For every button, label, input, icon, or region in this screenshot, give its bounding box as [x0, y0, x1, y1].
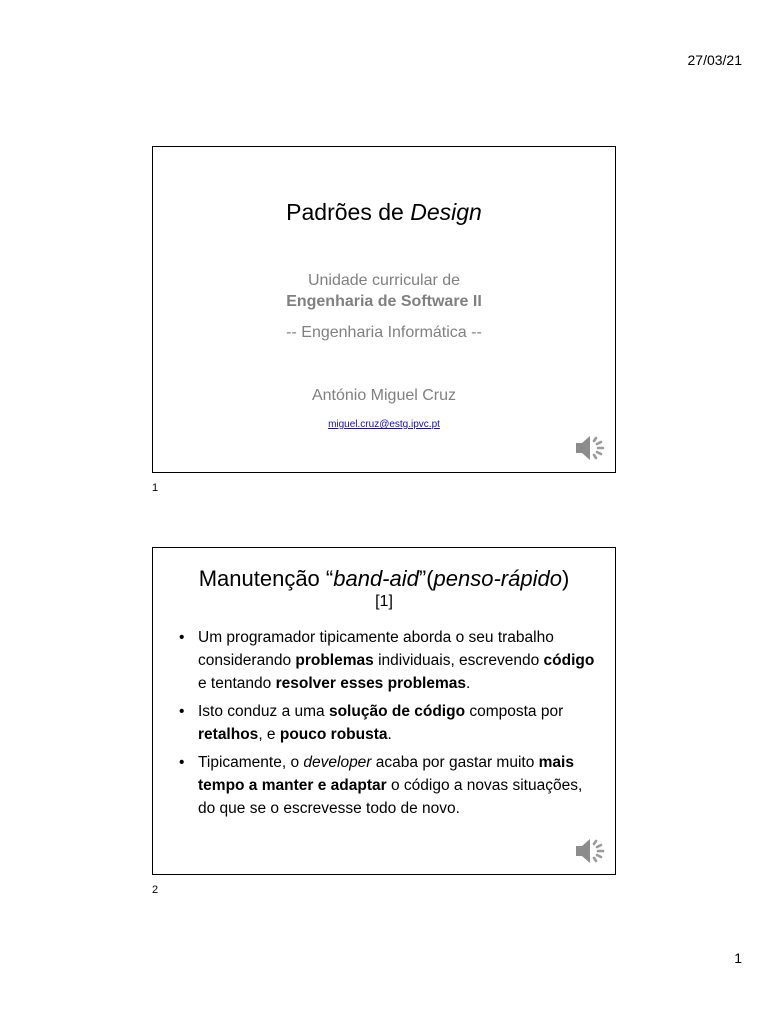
title-italic-part: penso-rápido — [433, 566, 562, 591]
slide-2 — [152, 547, 616, 875]
speaker-icon[interactable] — [573, 834, 607, 868]
page-number: 1 — [734, 950, 742, 966]
title-part: Manutenção “ — [198, 566, 334, 591]
slide-1-title — [153, 199, 615, 226]
speaker-icon[interactable] — [573, 431, 607, 465]
bullet-item-1: • Um programador tipicamente aborda o seu trabalho considerando problemas individuais, escrevendo código e tentando resolver esses problemas. — [177, 626, 597, 695]
title-part: ”( — [418, 566, 434, 591]
slide-1-subtitle — [153, 270, 615, 312]
department: -- Engenharia Informática -- — [286, 324, 482, 341]
author-email-link[interactable]: miguel.cruz@estg.ipvc.pt — [328, 419, 440, 430]
slide-1 — [152, 146, 616, 473]
slide-2-number: 2 — [152, 884, 159, 896]
subtitle-line-2: Engenharia de Software II — [286, 293, 482, 310]
slide-1-number: 1 — [152, 482, 159, 494]
title-reference: [1] — [375, 593, 393, 610]
bullet-item-2: • Isto conduz a uma solução de código composta por retalhos, e pouco robusta. — [177, 700, 597, 746]
bullet-list — [177, 626, 597, 825]
title-italic-part: band-aid — [333, 566, 419, 591]
slide-2-title — [153, 565, 615, 612]
title-part: ) — [561, 566, 570, 591]
document-date: 27/03/21 — [687, 52, 742, 68]
title-text: Padrões de — [286, 199, 411, 225]
subtitle-line-1: Unidade curricular de — [307, 272, 461, 289]
bullet-item-3: • Tipicamente, o developer acaba por gastar muito mais tempo a manter e adaptar o código a novas situações, do que se o escrevesse todo de novo. — [177, 751, 597, 820]
title-italic-text: Design — [410, 199, 482, 225]
author-name: António Miguel Cruz — [311, 387, 457, 404]
